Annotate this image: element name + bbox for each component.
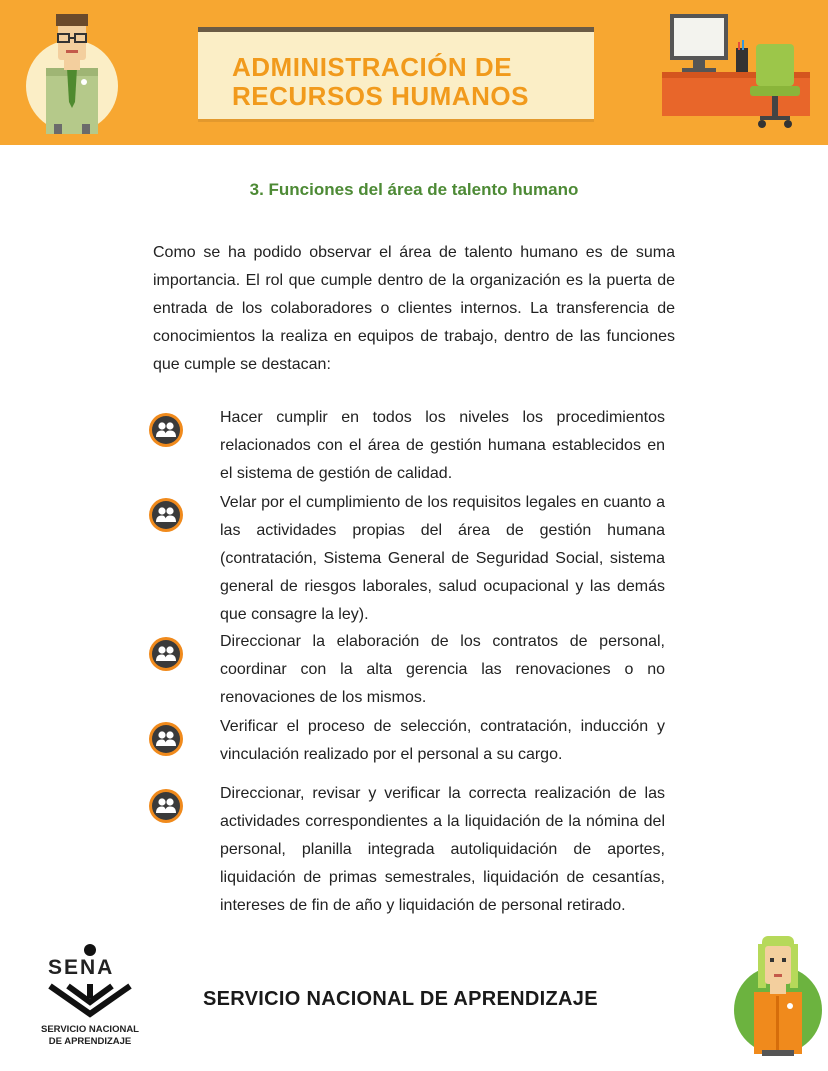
header-banner <box>0 0 828 145</box>
people-icon <box>148 721 184 757</box>
title-line-1: ADMINISTRACIÓN DE <box>232 52 513 82</box>
people-icon <box>148 497 184 533</box>
people-icon <box>148 636 184 672</box>
man-illustration-icon <box>24 6 120 141</box>
title-line-2: RECURSOS HUMANOS <box>232 81 529 111</box>
people-icon <box>148 412 184 448</box>
logo-subtitle-line-2: DE APRENDIZAJE <box>48 1036 132 1047</box>
footer-title: SERVICIO NACIONAL DE APRENDIZAJE <box>203 988 598 1010</box>
list-item-text: Hacer cumplir en todos los niveles los procedimientos relacionados con el área de gestión humana establecidos en el sistema de gestión de calidad. <box>220 409 665 482</box>
logo-word: SENA <box>48 956 115 979</box>
woman-illustration-icon <box>732 930 824 1060</box>
list-item-text: Verificar el proceso de selección, contratación, inducción y vinculación realizado por el personal a su cargo. <box>220 718 665 763</box>
sena-logo <box>34 944 146 1049</box>
list-item-text: Direccionar la elaboración de los contratos de personal, coordinar con la alta gerencia las renovaciones o no renovaciones de los mismos. <box>220 633 665 706</box>
section-title: 3. Funciones del área de talento humano <box>249 180 579 199</box>
intro-paragraph: Como se ha podido observar el área de talento humano es de suma importancia. El rol que cumple dentro de la organización es la puerta de entrada de los colaboradores o clientes internos. La transferencia de conocimientos la realiza en equipos de trabajo, dentro de las funciones que cumple se destacan: <box>153 244 675 373</box>
title-banner <box>198 27 594 119</box>
people-icon <box>148 788 184 824</box>
list-item-text: Velar por el cumplimiento de los requisitos legales en cuanto a las actividades propias del área de gestión humana (contratación, Sistema General de Seguridad Social, sistema general de riesgos laborales, salud ocupacional y las demás que consagre la ley). <box>220 494 665 623</box>
desk-illustration-icon <box>660 14 812 134</box>
list-item-text: Direccionar, revisar y verificar la correcta realización de las actividades correspondientes a la liquidación de la nómina del personal, planilla integrada autoliquidación de aportes, liquidación de primas semestrales, liquidación de cesantías, intereses de fin de año y liquidación de personal retirado. <box>220 785 665 914</box>
logo-subtitle-line-1: SERVICIO NACIONAL <box>40 1024 139 1035</box>
